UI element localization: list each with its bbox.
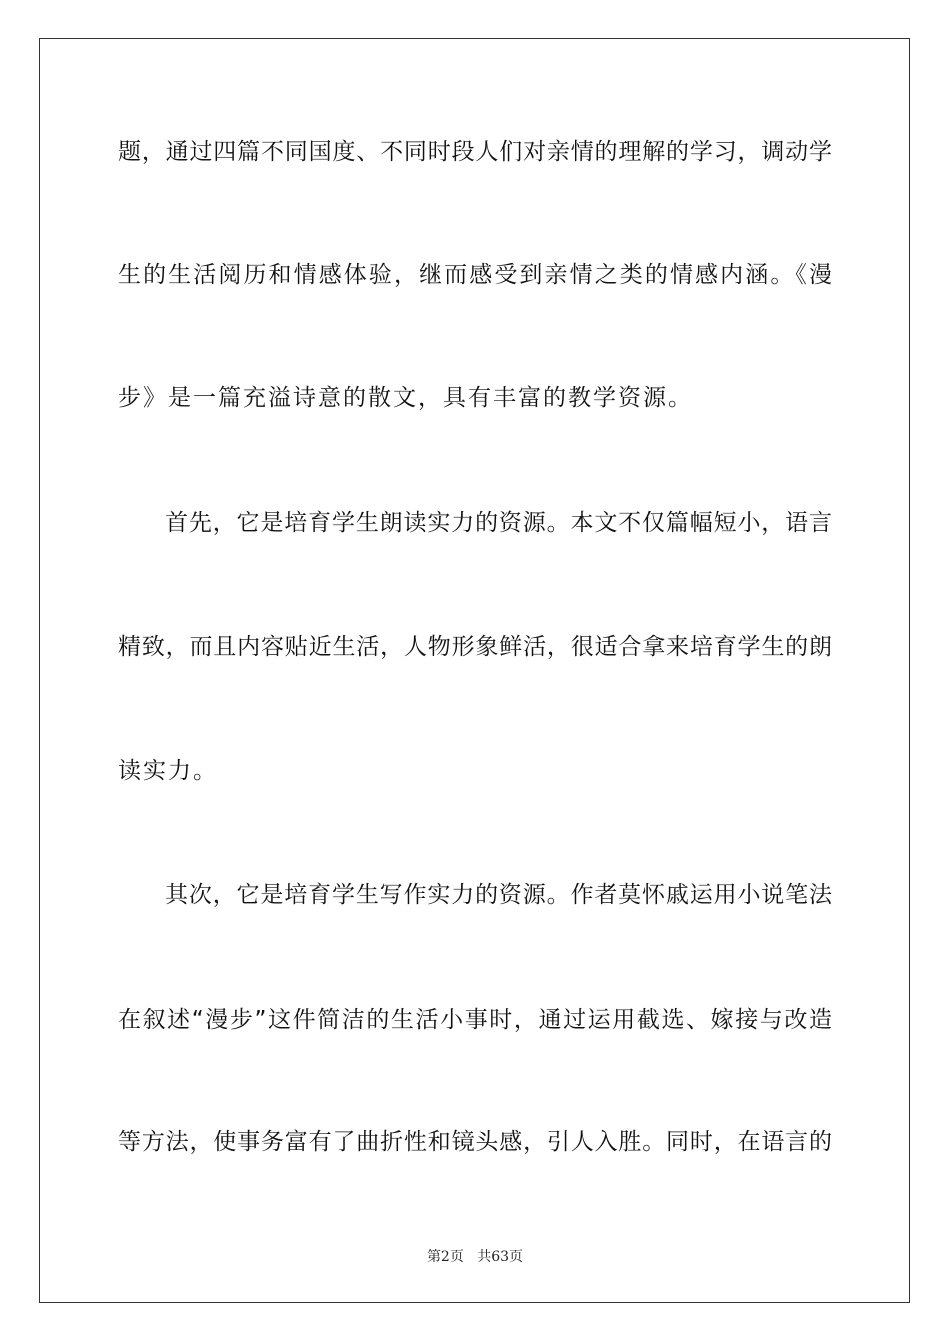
text-line: 等方法，使事务富有了曲折性和镜头感，引人入胜。同时，在语言的 <box>118 1129 832 1155</box>
page-footer <box>0 1247 950 1267</box>
text-line: 步》是一篇充溢诗意的散文，具有丰富的教学资源。 <box>118 385 693 411</box>
page-number: 第2页 <box>426 1249 464 1265</box>
text-line: 生的生活阅历和情感体验，继而感受到亲情之类的情感内涵。《漫 <box>118 262 832 288</box>
page-border <box>39 38 910 1303</box>
paragraph-first-line: 其次，它是培育学生写作实力的资源。作者莫怀戚运用小说笔法 <box>165 882 832 908</box>
text-line: 在叙述“漫步”这件简洁的生活小事时，通过运用截选、嫁接与改造 <box>118 1007 832 1033</box>
text-line: 题，通过四篇不同国度、不同时段人们对亲情的理解的学习，调动学 <box>118 139 832 165</box>
total-pages: 共63页 <box>477 1249 524 1265</box>
text-line: 读实力。 <box>118 758 218 784</box>
text-line: 精致，而且内容贴近生活，人物形象鲜活，很适合拿来培育学生的朗 <box>118 634 832 660</box>
paragraph-first-line: 首先，它是培育学生朗读实力的资源。本文不仅篇幅短小，语言 <box>165 510 832 536</box>
